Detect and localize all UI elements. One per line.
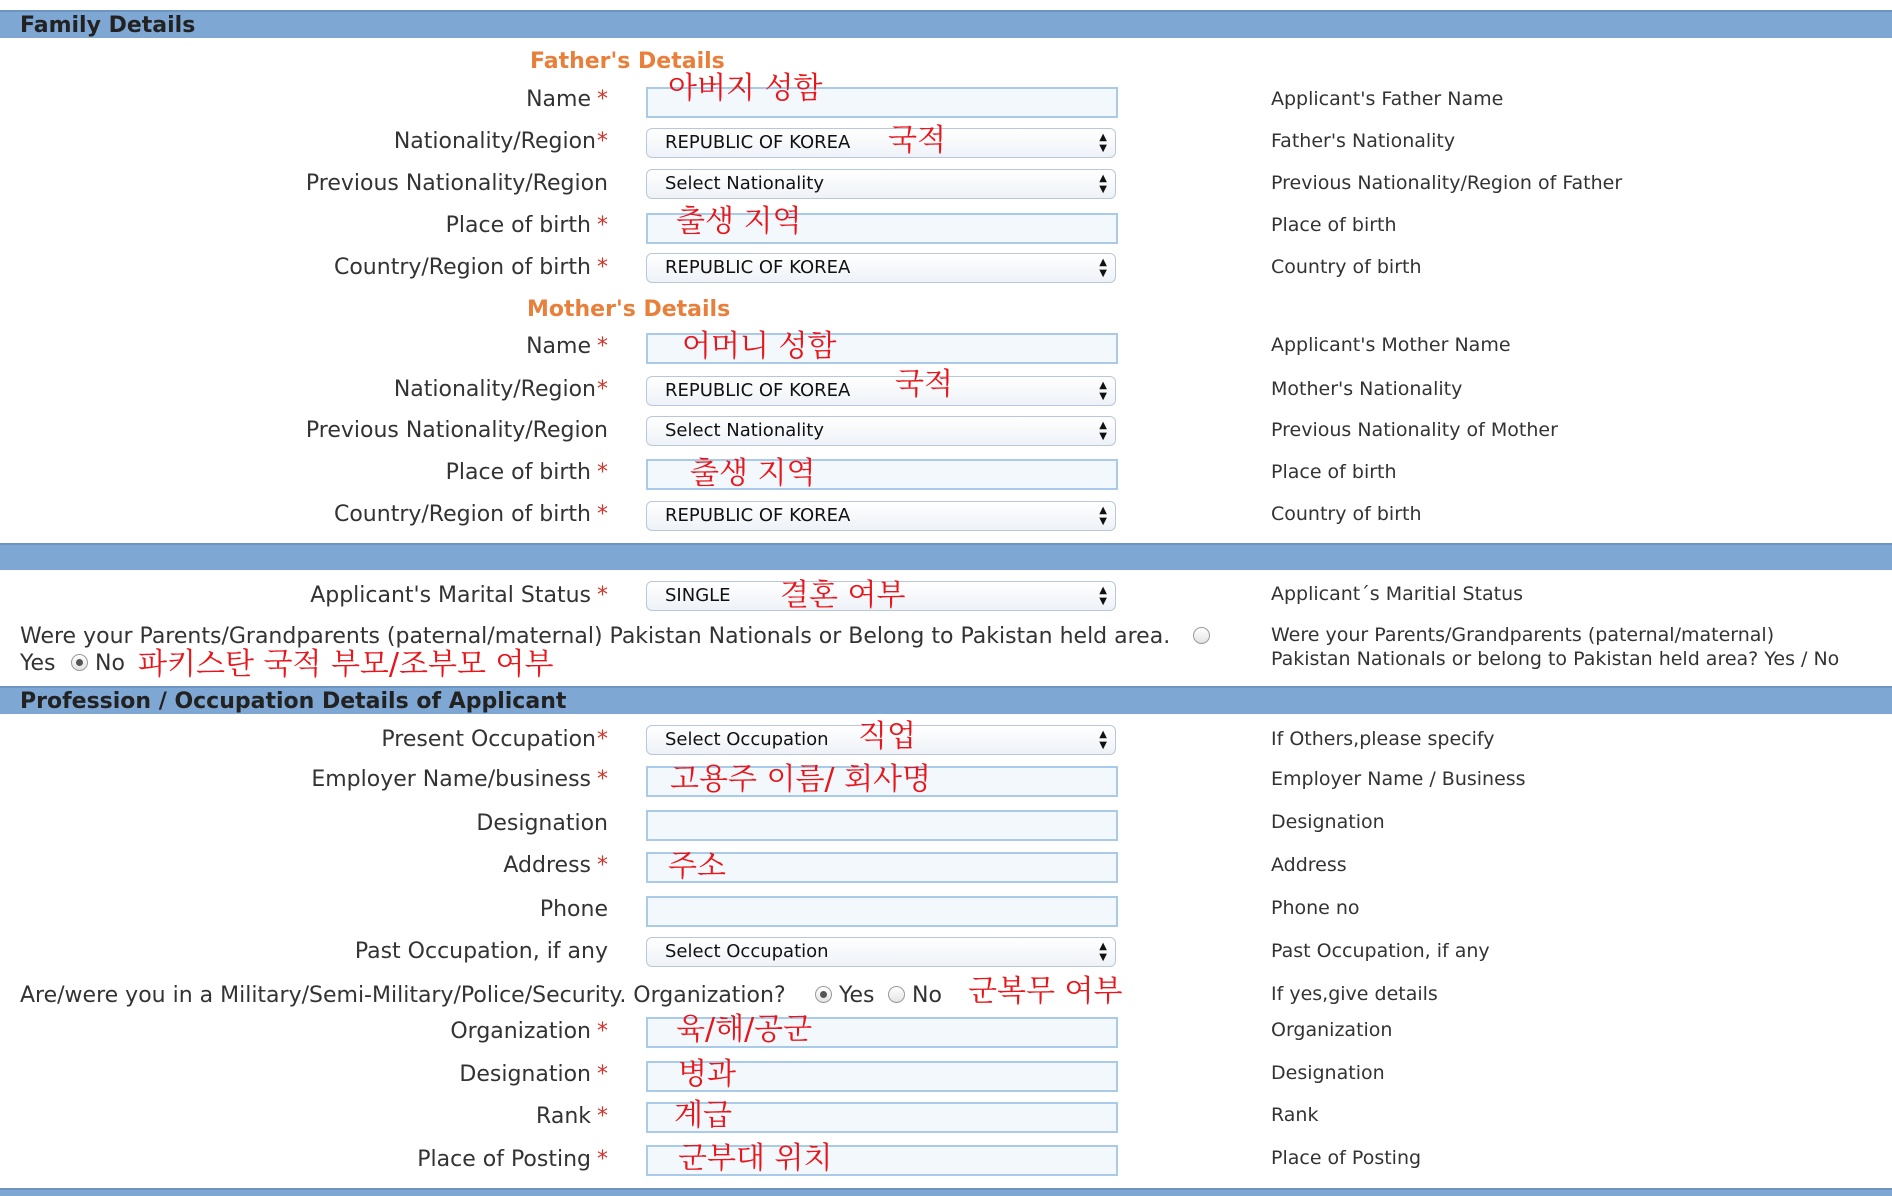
employer-label: Employer Name/business * (311, 767, 608, 792)
pakistan-help-line2: Pakistan Nationals or belong to Pakistan held area? Yes / No (1271, 648, 1840, 670)
designation-label: Designation (476, 811, 608, 836)
separator-bar (0, 543, 1892, 570)
select-arrows-icon: ▲ ▼ (1099, 729, 1107, 751)
father-pob-annotation: 출생 지역 (676, 204, 802, 239)
mother-cob-label: Country/Region of birth * (333, 502, 608, 527)
mother-prev-nationality-label: Previous Nationality/Region (305, 418, 608, 443)
select-arrows-icon: ▲ ▼ (1099, 173, 1107, 195)
past-occupation-select[interactable]: Select Occupation ▲ ▼ (646, 937, 1116, 967)
mother-nationality-select[interactable]: REPUBLIC OF KOREA ▲ ▼ (646, 376, 1116, 406)
father-nationality-select[interactable]: REPUBLIC OF KOREA ▲ ▼ (646, 128, 1116, 158)
rank-annotation: 계급 (674, 1098, 732, 1133)
father-name-annotation: 아버지 성함 (668, 71, 823, 106)
military-yes-radio[interactable] (815, 986, 832, 1003)
pakistan-question: Were your Parents/Grandparents (paternal/maternal) Pakistan Nationals or Belong to Pakistan held area. (20, 624, 1171, 649)
posting-help: Place of Posting (1271, 1147, 1422, 1169)
mother-prev-nationality-select[interactable]: Select Nationality ▲ ▼ (646, 416, 1116, 446)
mother-nationality-help: Mother's Nationality (1271, 378, 1463, 400)
military-designation-label: Designation * (459, 1062, 608, 1087)
phone-help: Phone no (1271, 897, 1360, 919)
fathers-details-heading: Father's Details (530, 49, 725, 74)
phone-input[interactable] (646, 896, 1118, 927)
pakistan-annotation: 파키스탄 국적 부모/조부모 여부 (138, 647, 554, 682)
pakistan-no-radio[interactable] (71, 654, 88, 671)
employer-annotation: 고용주 이름/ 회사명 (670, 762, 932, 797)
mother-cob-help: Country of birth (1271, 503, 1422, 525)
marital-status-select[interactable]: SINGLE ▲ ▼ (646, 581, 1116, 611)
mother-name-label: Name * (526, 334, 608, 359)
present-occupation-select[interactable]: Select Occupation ▲ ▼ (646, 725, 1116, 755)
military-no-radio[interactable] (888, 986, 905, 1003)
father-prev-nationality-help: Previous Nationality/Region of Father (1271, 172, 1623, 194)
address-label: Address * (503, 853, 608, 878)
present-occupation-help: If Others,please specify (1271, 728, 1495, 750)
rank-help: Rank (1271, 1104, 1319, 1126)
mother-cob-select[interactable]: REPUBLIC OF KOREA ▲ ▼ (646, 501, 1116, 531)
military-designation-annotation: 병과 (678, 1057, 736, 1092)
father-name-label: Name * (526, 87, 608, 112)
father-name-help: Applicant's Father Name (1271, 88, 1504, 110)
organization-help: Organization (1271, 1019, 1393, 1041)
past-occupation-label: Past Occupation, if any (354, 939, 608, 964)
father-cob-help: Country of birth (1271, 256, 1422, 278)
marital-status-label: Applicant's Marital Status * (310, 583, 608, 608)
organization-label: Organization * (450, 1019, 608, 1044)
father-cob-label: Country/Region of birth * (333, 255, 608, 280)
employer-help: Employer Name / Business (1271, 768, 1526, 790)
mother-pob-help: Place of birth (1271, 461, 1397, 483)
select-arrows-icon: ▲ ▼ (1099, 380, 1107, 402)
select-arrows-icon: ▲ ▼ (1099, 420, 1107, 442)
select-arrows-icon: ▲ ▼ (1099, 585, 1107, 607)
select-arrows-icon: ▲ ▼ (1099, 505, 1107, 527)
military-annotation: 군복무 여부 (968, 974, 1123, 1009)
father-pob-help: Place of birth (1271, 214, 1397, 236)
father-nationality-annotation: 국적 (888, 123, 946, 158)
mother-nationality-annotation: 국적 (895, 367, 953, 402)
mothers-details-heading: Mother's Details (527, 297, 731, 322)
designation-input[interactable] (646, 810, 1118, 841)
father-prev-nationality-label: Previous Nationality/Region (305, 171, 608, 196)
present-occupation-label: Present Occupation* (381, 727, 608, 752)
designation-help: Designation (1271, 811, 1385, 833)
pakistan-no-label: No (95, 651, 125, 676)
posting-annotation: 군부대 위치 (678, 1141, 833, 1176)
father-nationality-label: Nationality/Region* (393, 129, 608, 154)
address-annotation: 주소 (668, 849, 726, 884)
father-nationality-help: Father's Nationality (1271, 130, 1456, 152)
family-details-title: Family Details (20, 13, 196, 38)
military-question: Are/were you in a Military/Semi-Military/Police/Security. Organization? (20, 983, 786, 1008)
mother-pob-label: Place of birth * (445, 460, 608, 485)
address-help: Address (1271, 854, 1347, 876)
military-yes-label: Yes (839, 983, 875, 1008)
posting-label: Place of Posting * (417, 1147, 608, 1172)
profession-details-title: Profession / Occupation Details of Applicant (20, 689, 567, 714)
mother-pob-annotation: 출생 지역 (690, 456, 816, 491)
mother-name-help: Applicant's Mother Name (1271, 334, 1511, 356)
present-occupation-annotation: 직업 (858, 719, 916, 754)
military-no-label: No (912, 983, 942, 1008)
family-details-header (0, 10, 1892, 38)
profession-details-header (0, 686, 1892, 714)
select-arrows-icon: ▲ ▼ (1099, 132, 1107, 154)
pakistan-help-line1: Were your Parents/Grandparents (paternal/maternal) (1271, 624, 1775, 646)
father-cob-select[interactable]: REPUBLIC OF KOREA ▲ ▼ (646, 253, 1116, 283)
select-arrows-icon: ▲ ▼ (1099, 941, 1107, 963)
organization-annotation: 육/해/공군 (676, 1012, 813, 1047)
pakistan-yes-label: Yes (20, 651, 56, 676)
rank-label: Rank * (536, 1104, 608, 1129)
marital-status-help: Applicant´s Maritial Status (1271, 583, 1524, 605)
bottom-bar (0, 1188, 1892, 1196)
select-arrows-icon: ▲ ▼ (1099, 257, 1107, 279)
father-pob-label: Place of birth * (445, 213, 608, 238)
military-designation-help: Designation (1271, 1062, 1385, 1084)
phone-label: Phone (539, 897, 608, 922)
marital-status-annotation: 결혼 여부 (780, 578, 906, 613)
pakistan-yes-radio[interactable] (1193, 627, 1210, 644)
mother-nationality-label: Nationality/Region* (393, 377, 608, 402)
past-occupation-help: Past Occupation, if any (1271, 940, 1490, 962)
mother-name-annotation: 어머니 성함 (682, 329, 837, 364)
mother-prev-nationality-help: Previous Nationality of Mother (1271, 419, 1558, 441)
father-prev-nationality-select[interactable]: Select Nationality ▲ ▼ (646, 169, 1116, 199)
military-help: If yes,give details (1271, 983, 1438, 1005)
